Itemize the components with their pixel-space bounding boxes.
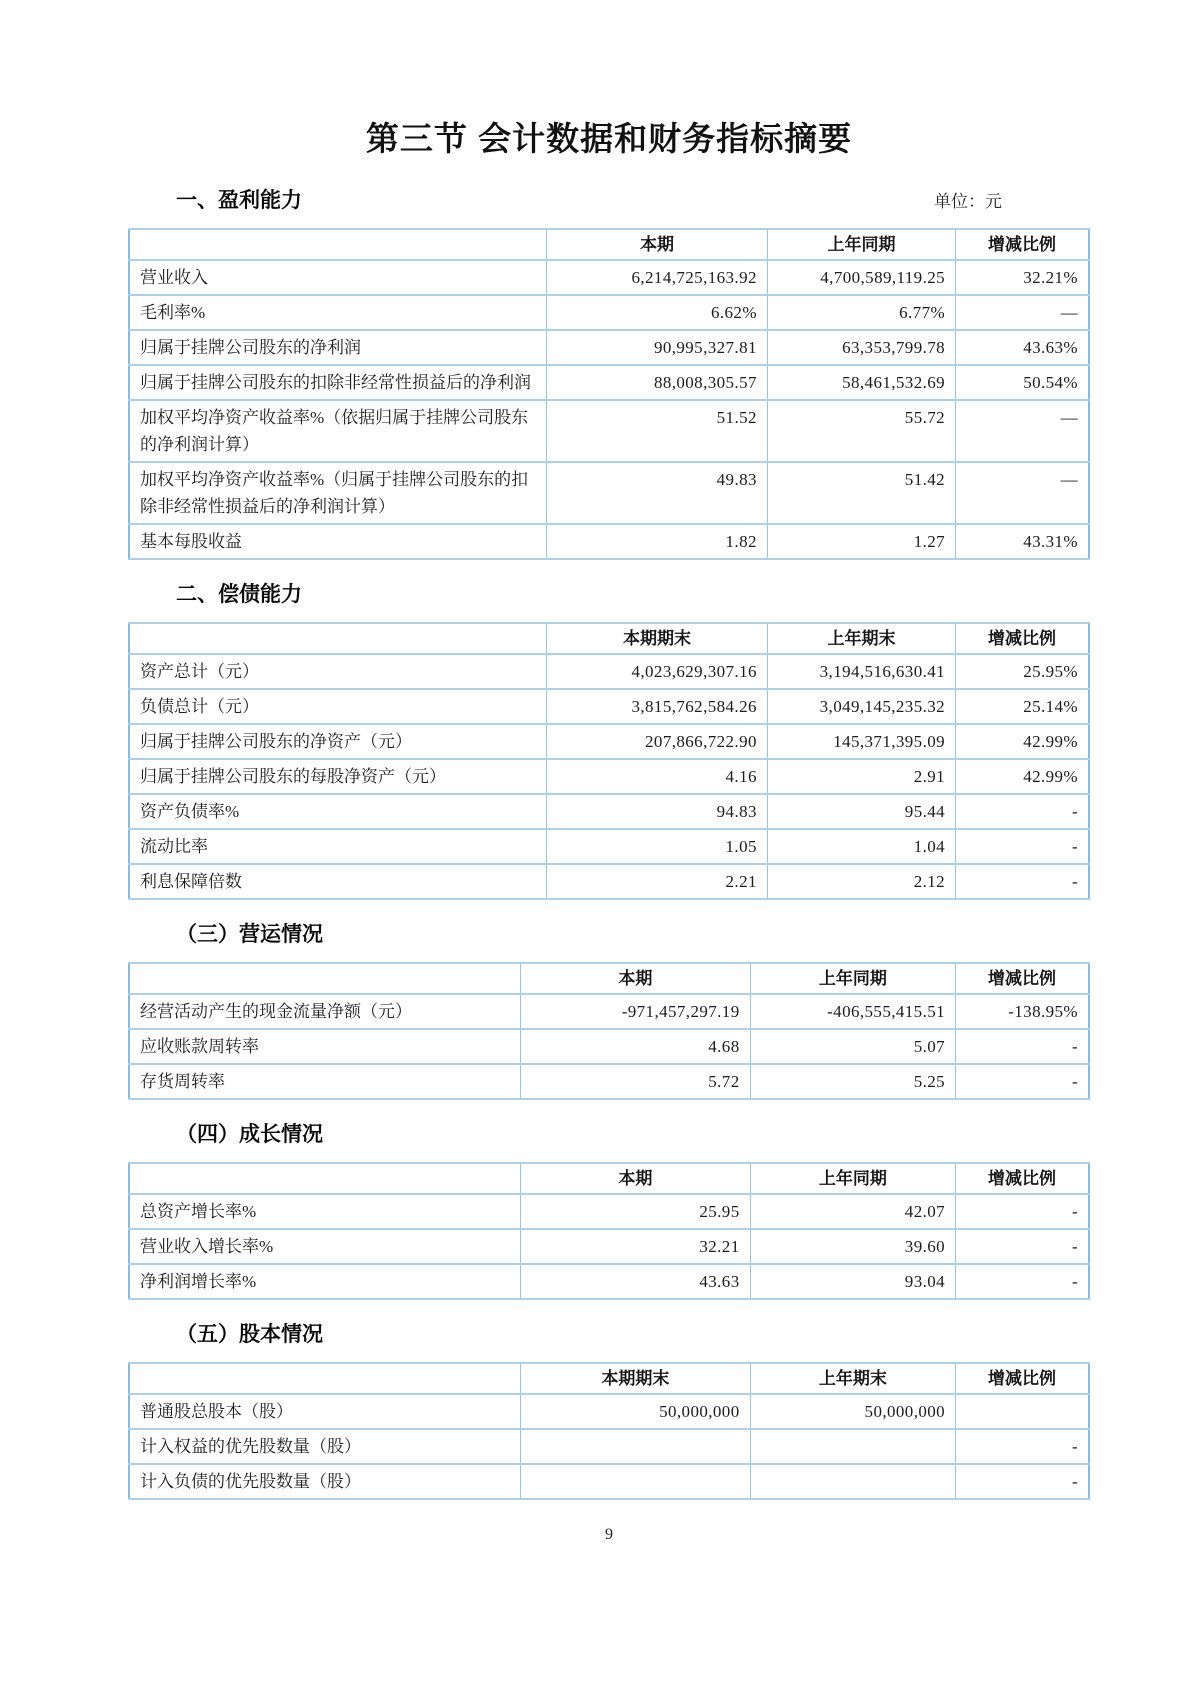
column-header-blank [129, 1163, 521, 1194]
row-label: 利息保障倍数 [129, 864, 547, 899]
column-header: 上年同期 [750, 1163, 955, 1194]
cell-value: 1.05 [547, 829, 768, 864]
report-page [128, 0, 1090, 1544]
cell-value: - [956, 1064, 1089, 1099]
cell-value: 5.72 [521, 1064, 750, 1099]
column-header-blank [129, 229, 547, 260]
cell-value: 3,049,145,235.32 [767, 689, 955, 724]
table-row [129, 1029, 1089, 1064]
row-label: 净利润增长率% [129, 1264, 521, 1299]
row-label: 基本每股收益 [129, 524, 547, 559]
table-row [129, 330, 1089, 365]
column-header: 增减比例 [956, 1163, 1089, 1194]
cell-value: 4,023,629,307.16 [547, 654, 768, 689]
cell-value: 5.07 [750, 1029, 955, 1064]
cell-value: 51.52 [547, 400, 768, 462]
cell-value: 4.68 [521, 1029, 750, 1064]
cell-value: -138.95% [956, 994, 1089, 1029]
column-header-blank [129, 623, 547, 654]
cell-value: - [956, 1429, 1089, 1464]
table-row [129, 724, 1089, 759]
table-row [129, 1264, 1089, 1299]
cell-value: - [956, 1029, 1089, 1064]
cell-value: 25.95 [521, 1194, 750, 1229]
section-1-header-row [128, 188, 1090, 214]
cell-value: 50,000,000 [521, 1394, 750, 1429]
table-header-row [129, 1363, 1089, 1394]
table-row [129, 1394, 1089, 1429]
cell-value: 4,700,589,119.25 [767, 260, 955, 295]
cell-value: -971,457,297.19 [521, 994, 750, 1029]
column-header: 增减比例 [956, 623, 1089, 654]
cell-value: -406,555,415.51 [750, 994, 955, 1029]
section-heading-growth: （四）成长情况 [176, 1123, 323, 1146]
table-row [129, 524, 1089, 559]
column-header: 本期 [521, 1163, 750, 1194]
cell-value: - [956, 1464, 1089, 1499]
row-label: 归属于挂牌公司股东的每股净资产（元） [129, 759, 547, 794]
cell-value: 63,353,799.78 [767, 330, 955, 365]
cell-value: 94.83 [547, 794, 768, 829]
table-row [129, 1464, 1089, 1499]
column-header: 本期 [547, 229, 768, 260]
section-heading-share-capital: （五）股本情况 [176, 1323, 323, 1346]
row-label: 营业收入 [129, 260, 547, 295]
cell-value [750, 1429, 955, 1464]
solvency-table [128, 622, 1090, 900]
cell-value: 2.21 [547, 864, 768, 899]
cell-value: 88,008,305.57 [547, 365, 768, 400]
cell-value: 2.12 [767, 864, 955, 899]
column-header: 上年期末 [767, 623, 955, 654]
cell-value: 42.99% [956, 759, 1089, 794]
growth-table [128, 1162, 1090, 1300]
column-header: 上年同期 [767, 229, 955, 260]
cell-value: 145,371,395.09 [767, 724, 955, 759]
row-label: 加权平均净资产收益率%（归属于挂牌公司股东的扣除非经常性损益后的净利润计算） [129, 462, 547, 524]
column-header-blank [129, 963, 521, 994]
cell-value: 1.27 [767, 524, 955, 559]
cell-value: - [956, 864, 1089, 899]
cell-value: 50.54% [956, 365, 1089, 400]
row-label: 负债总计（元） [129, 689, 547, 724]
cell-value: 90,995,327.81 [547, 330, 768, 365]
row-label: 营业收入增长率% [129, 1229, 521, 1264]
cell-value: 50,000,000 [750, 1394, 955, 1429]
row-label: 流动比率 [129, 829, 547, 864]
row-label: 经营活动产生的现金流量净额（元） [129, 994, 521, 1029]
row-label: 资产负债率% [129, 794, 547, 829]
cell-value: 6.77% [767, 295, 955, 330]
table-row [129, 365, 1089, 400]
table-row [129, 864, 1089, 899]
cell-value: 5.25 [750, 1064, 955, 1099]
table-row [129, 1064, 1089, 1099]
cell-value: 42.07 [750, 1194, 955, 1229]
cell-value: 1.82 [547, 524, 768, 559]
row-label: 总资产增长率% [129, 1194, 521, 1229]
table-header-row [129, 963, 1089, 994]
cell-value: 43.63% [956, 330, 1089, 365]
cell-value: 25.14% [956, 689, 1089, 724]
row-label: 应收账款周转率 [129, 1029, 521, 1064]
row-label: 资产总计（元） [129, 654, 547, 689]
table-row [129, 654, 1089, 689]
cell-value: 2.91 [767, 759, 955, 794]
column-header: 增减比例 [956, 963, 1089, 994]
row-label: 存货周转率 [129, 1064, 521, 1099]
table-row [129, 1194, 1089, 1229]
cell-value: - [956, 794, 1089, 829]
operations-table [128, 962, 1090, 1100]
table-header-row [129, 623, 1089, 654]
column-header: 上年同期 [750, 963, 955, 994]
cell-value: 3,815,762,584.26 [547, 689, 768, 724]
column-header: 本期期末 [547, 623, 768, 654]
cell-value: 49.83 [547, 462, 768, 524]
row-label: 计入权益的优先股数量（股） [129, 1429, 521, 1464]
cell-value: 58,461,532.69 [767, 365, 955, 400]
table-header-row [129, 229, 1089, 260]
row-label: 归属于挂牌公司股东的扣除非经常性损益后的净利润 [129, 365, 547, 400]
table-row [129, 759, 1089, 794]
cell-value: 95.44 [767, 794, 955, 829]
table-row [129, 829, 1089, 864]
row-label: 毛利率% [129, 295, 547, 330]
cell-value: 43.31% [956, 524, 1089, 559]
page-title: 第三节 会计数据和财务指标摘要 [365, 120, 853, 157]
table-row [129, 400, 1089, 462]
cell-value: - [956, 1194, 1089, 1229]
cell-value: — [956, 295, 1089, 330]
cell-value: 39.60 [750, 1229, 955, 1264]
table-row [129, 689, 1089, 724]
cell-value: 4.16 [547, 759, 768, 794]
column-header-blank [129, 1363, 521, 1394]
section-heading-operations: （三）营运情况 [176, 923, 323, 946]
column-header: 上年期末 [750, 1363, 955, 1394]
cell-value [956, 1394, 1089, 1429]
cell-value: 6,214,725,163.92 [547, 260, 768, 295]
cell-value: - [956, 1264, 1089, 1299]
column-header: 本期 [521, 963, 750, 994]
table-row [129, 260, 1089, 295]
cell-value: 43.63 [521, 1264, 750, 1299]
page-number: 9 [605, 1526, 613, 1543]
row-label: 归属于挂牌公司股东的净利润 [129, 330, 547, 365]
column-header: 增减比例 [956, 229, 1089, 260]
row-label: 普通股总股本（股） [129, 1394, 521, 1429]
cell-value: 6.62% [547, 295, 768, 330]
cell-value [521, 1464, 750, 1499]
cell-value [521, 1429, 750, 1464]
cell-value: 93.04 [750, 1264, 955, 1299]
cell-value: — [956, 462, 1089, 524]
cell-value: 32.21 [521, 1229, 750, 1264]
cell-value: 1.04 [767, 829, 955, 864]
row-label: 加权平均净资产收益率%（依据归属于挂牌公司股东的净利润计算） [129, 400, 547, 462]
table-row [129, 295, 1089, 330]
column-header: 增减比例 [956, 1363, 1089, 1394]
cell-value [750, 1464, 955, 1499]
unit-label: 单位：元 [934, 192, 1002, 211]
table-row [129, 794, 1089, 829]
table-row [129, 1229, 1089, 1264]
cell-value: - [956, 1229, 1089, 1264]
section-heading-solvency: 二、偿债能力 [176, 583, 302, 606]
cell-value: 32.21% [956, 260, 1089, 295]
section-heading-profitability: 一、盈利能力 [176, 189, 302, 212]
table-row [129, 994, 1089, 1029]
table-row [129, 462, 1089, 524]
row-label: 归属于挂牌公司股东的净资产（元） [129, 724, 547, 759]
cell-value: 207,866,722.90 [547, 724, 768, 759]
cell-value: 25.95% [956, 654, 1089, 689]
share-capital-table [128, 1362, 1090, 1500]
column-header: 本期期末 [521, 1363, 750, 1394]
cell-value: — [956, 400, 1089, 462]
cell-value: - [956, 829, 1089, 864]
cell-value: 3,194,516,630.41 [767, 654, 955, 689]
row-label: 计入负债的优先股数量（股） [129, 1464, 521, 1499]
profitability-table [128, 228, 1090, 560]
table-header-row [129, 1163, 1089, 1194]
table-row [129, 1429, 1089, 1464]
cell-value: 42.99% [956, 724, 1089, 759]
cell-value: 55.72 [767, 400, 955, 462]
cell-value: 51.42 [767, 462, 955, 524]
